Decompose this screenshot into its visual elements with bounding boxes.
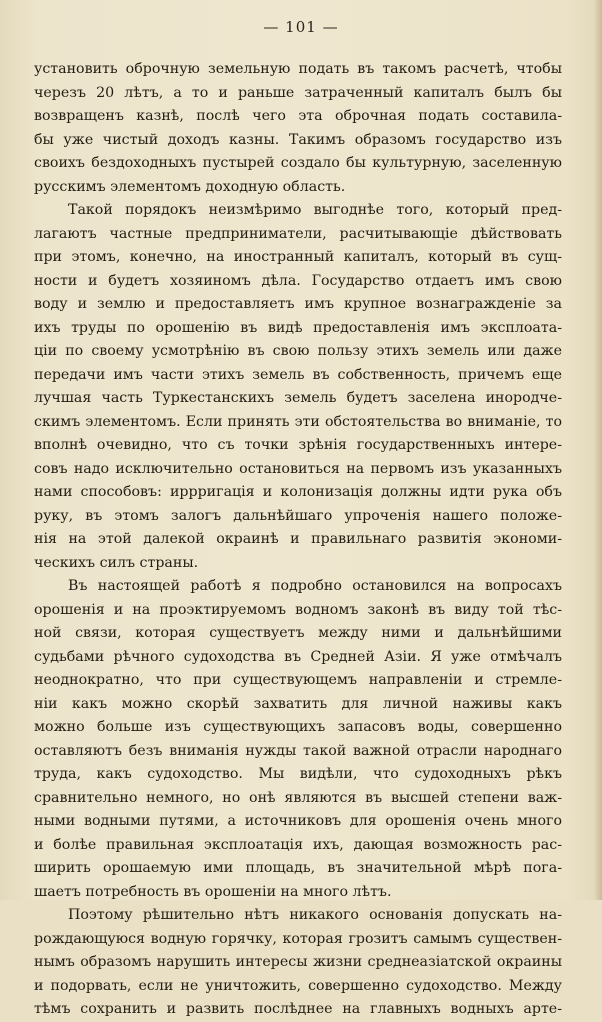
text-line: ческихъ силъ страны. — [34, 554, 199, 571]
text-line: неоднократно, что при существующемъ направленіи и стремле- — [34, 672, 562, 688]
text-line: ными водными путями, а источниковъ для орошенія очень много — [34, 813, 562, 829]
text-line: своихъ бездоходныхъ пустырей создало бы культурную, заселенную — [34, 155, 562, 171]
text-line: тѣмъ сохранить и развить послѣднее на главныхъ водныхъ арте- — [34, 1001, 562, 1017]
text-line: ихъ труды по орошенію въ видѣ предоставленія имъ эксплоата- — [34, 319, 562, 336]
text-line: черезъ 20 лѣтъ, а то и раньше затраченный капиталъ былъ бы — [34, 84, 562, 101]
text-line: ніи какъ можно скорѣй захватить для личной наживы какъ — [34, 695, 562, 712]
text-line: и подорвать, если не уничтожить, совершенно судоходство. Между — [34, 977, 562, 994]
text-line: вполнѣ очевидно, что съ точки зрѣнія государственныхъ интере- — [34, 437, 562, 453]
paragraph-3 — [34, 575, 562, 904]
text-line: бы уже чистый доходъ казны. Такимъ образомъ государство изъ — [34, 131, 562, 148]
text-line: лагаютъ частные предприниматели, расчитывающіе дѣйствовать — [34, 225, 562, 242]
text-line: рождающуюся водную горячку, которая грозитъ самымъ существен- — [34, 930, 562, 947]
text-line: ности и будетъ хозяиномъ дѣла. Государство отдаетъ имъ свою — [34, 272, 562, 289]
text-line: нами способовъ: иррригація и колонизація должны идти рука объ — [34, 484, 562, 500]
text-line: руку, въ этомъ залогъ дальнѣйшаго упроченія нашего положе- — [34, 507, 562, 524]
text-line: Поэтому рѣшительно нѣтъ никакого основанія допускать на- — [68, 907, 562, 923]
text-line: ной связи, которая существуетъ между ними и дальнѣйшими — [34, 625, 562, 641]
text-line: ширить орошаемую ими площадь, въ значительной мѣрѣ пога- — [34, 860, 562, 876]
text-line: оставляютъ безъ вниманія нужды такой важной отрасли народнаго — [34, 742, 562, 759]
text-line: скимъ элементомъ. Если принять эти обстоятельства во вниманіе, то — [34, 413, 562, 430]
text-line: совъ надо исключительно остановиться на первомъ изъ указанныхъ — [34, 460, 562, 477]
text-line: труда, какъ судоходство. Мы видѣли, что судоходныхъ рѣкъ — [34, 766, 562, 782]
text-line: ціи по своему усмотрѣнію въ свою пользу этихъ земель или даже — [34, 343, 562, 359]
page-spine-shadow — [594, 0, 602, 900]
paragraph-2 — [34, 199, 562, 575]
text-line: шаетъ потребность въ орошеніи на много лѣтъ. — [34, 883, 392, 900]
text-line: сравнительно немного, но онѣ являются въ высшей степени важ- — [34, 789, 562, 806]
text-line: лучшая часть Туркестанскихъ земель будетъ заселена инородче- — [34, 390, 562, 406]
text-line: воду и землю и предоставляетъ имъ крупное вознагражденіе за — [34, 296, 562, 312]
text-line: Такой порядокъ неизмѣримо выгоднѣе того, который пред- — [68, 202, 562, 218]
text-line: орошенія и на проэктируемомъ водномъ законѣ въ виду той тѣс- — [34, 601, 562, 618]
text-line: передачи имъ части этихъ земель въ собственность, причемъ еще — [34, 366, 562, 383]
text-line: можно больше изъ существующихъ запасовъ воды, совершенно — [34, 719, 562, 735]
text-line: при этомъ, конечно, на иностранный капиталъ, который въ сущ- — [34, 249, 562, 265]
text-line: установить оброчную земельную подать въ такомъ расчетѣ, чтобы — [34, 61, 562, 77]
text-line: возвращенъ казнѣ, послѣ чего эта оброчная подать составила- — [34, 108, 562, 124]
text-line: и болѣе правильная эксплоатація ихъ, дающая возможность рас- — [34, 836, 562, 853]
text-line: нымъ образомъ нарушить интересы жизни среднеазіатской окраины — [34, 954, 562, 970]
page-number: — 101 — — [263, 18, 339, 36]
paragraph-1 — [34, 58, 562, 199]
text-line: русскимъ элементомъ доходную область. — [34, 178, 346, 195]
text-line: судьбами рѣчного судоходства въ Средней Азіи. Я уже отмѣчалъ — [34, 648, 562, 665]
body-text — [34, 58, 562, 1022]
text-line: нія на этой далекой окраинѣ и правильнаго развитія экономи- — [34, 531, 562, 547]
paragraph-4 — [34, 904, 562, 1022]
text-line: Въ настоящей работѣ я подробно остановился на вопросахъ — [68, 578, 562, 594]
